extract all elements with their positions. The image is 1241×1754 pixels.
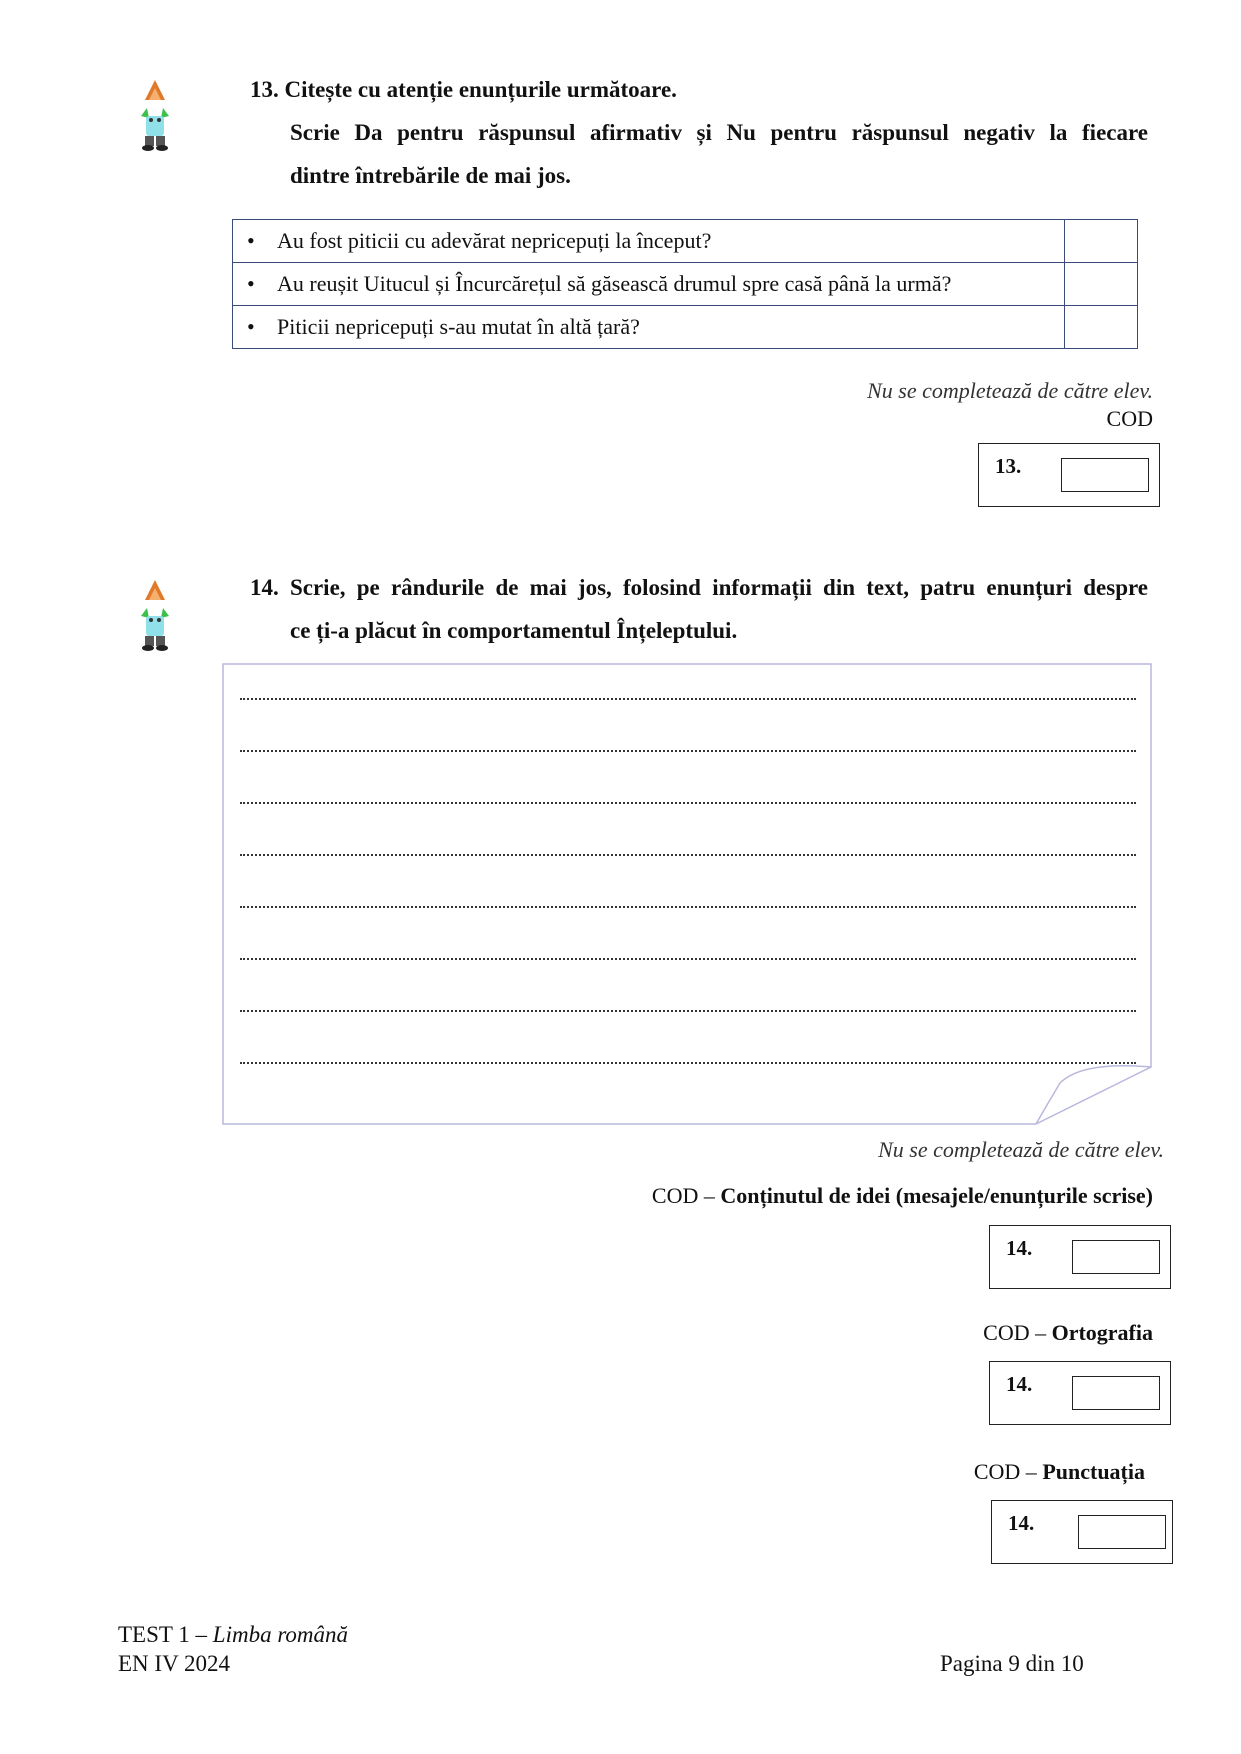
q13-question-2: Au reușit Uitucul și Încurcărețul să găsească drumul spre casă până la urmă?	[277, 271, 952, 296]
q13-answer-cell-3[interactable]	[1065, 306, 1138, 349]
q13-instruction-line-2: dintre întrebările de mai jos.	[290, 163, 571, 188]
q14-answer-area[interactable]	[222, 663, 1152, 1125]
answer-line[interactable]	[240, 1008, 1136, 1012]
table-row: • Au fost piticii cu adevărat nepricepuți la început?	[233, 220, 1138, 263]
footer-page-number: Pagina 9 din 10	[940, 1651, 1084, 1676]
q14-cod-content-label: COD – Conținutul de idei (mesajele/enunțurile scrise)	[651, 1183, 1153, 1208]
answer-line[interactable]	[240, 800, 1136, 804]
q14-note: Nu se completează de către elev.	[878, 1137, 1164, 1162]
answer-line[interactable]	[240, 956, 1136, 960]
answer-line[interactable]	[240, 904, 1136, 908]
q13-cod-label: COD	[1106, 406, 1153, 431]
q13-answer-cell-1[interactable]	[1065, 220, 1138, 263]
answer-line[interactable]	[240, 1060, 1136, 1064]
answer-line[interactable]	[240, 852, 1136, 856]
q13-title: 13. Citește cu atenție enunțurile următoare.	[250, 77, 677, 102]
q14-instruction-line-2: ce ți-a plăcut în comportamentul Înțeleptului.	[290, 618, 738, 643]
gnome-icon	[135, 78, 175, 163]
q13-instruction-line-1: Scrie Da pentru răspunsul afirmativ și Nu pentru răspunsul negativ la fiecare	[290, 120, 1148, 145]
q14-content-score-number: 14.	[1006, 1236, 1033, 1260]
q13-question-table	[232, 219, 1138, 349]
q13-score-number: 13.	[995, 454, 1022, 478]
q13-score-slot	[1061, 458, 1149, 492]
q13-question-3: Piticii nepricepuți s-au mutat în altă țară?	[277, 314, 640, 339]
q13-question-1: Au fost piticii cu adevărat nepricepuți la început?	[277, 228, 712, 253]
gnome-icon	[135, 578, 175, 663]
q14-punctuation-score-slot	[1078, 1515, 1166, 1549]
q14-punctuation-score-box	[991, 1500, 1173, 1564]
footer-exam-label: EN IV 2024	[118, 1651, 231, 1676]
answer-line[interactable]	[240, 748, 1136, 752]
q14-cod-spelling-label: COD – Ortografia	[983, 1320, 1153, 1345]
answer-line[interactable]	[240, 696, 1136, 700]
table-row: • Au reușit Uitucul și Încurcărețul să găsească drumul spre casă până la urmă?	[233, 263, 1138, 306]
q14-cod-punctuation-label: COD – Punctuația	[973, 1459, 1145, 1484]
q14-content-score-slot	[1072, 1240, 1160, 1274]
q14-content-score-box	[989, 1225, 1171, 1289]
curled-paper-frame	[222, 663, 1152, 1125]
q13-note: Nu se completează de către elev.	[867, 378, 1153, 403]
table-row: • Piticii nepricepuți s-au mutat în altă țară?	[233, 306, 1138, 349]
footer-test-title: TEST 1 – Limba română	[118, 1622, 349, 1647]
q14-spelling-score-box	[989, 1361, 1171, 1425]
q14-instruction-line-1: 14. Scrie, pe rândurile de mai jos, folosind informații din text, patru enunțuri despre	[250, 575, 1148, 600]
q14-spelling-score-slot	[1072, 1376, 1160, 1410]
q14-spelling-score-number: 14.	[1006, 1372, 1033, 1396]
q13-answer-cell-2[interactable]	[1065, 263, 1138, 306]
q14-punctuation-score-number: 14.	[1008, 1511, 1035, 1535]
q13-score-box	[978, 443, 1160, 507]
